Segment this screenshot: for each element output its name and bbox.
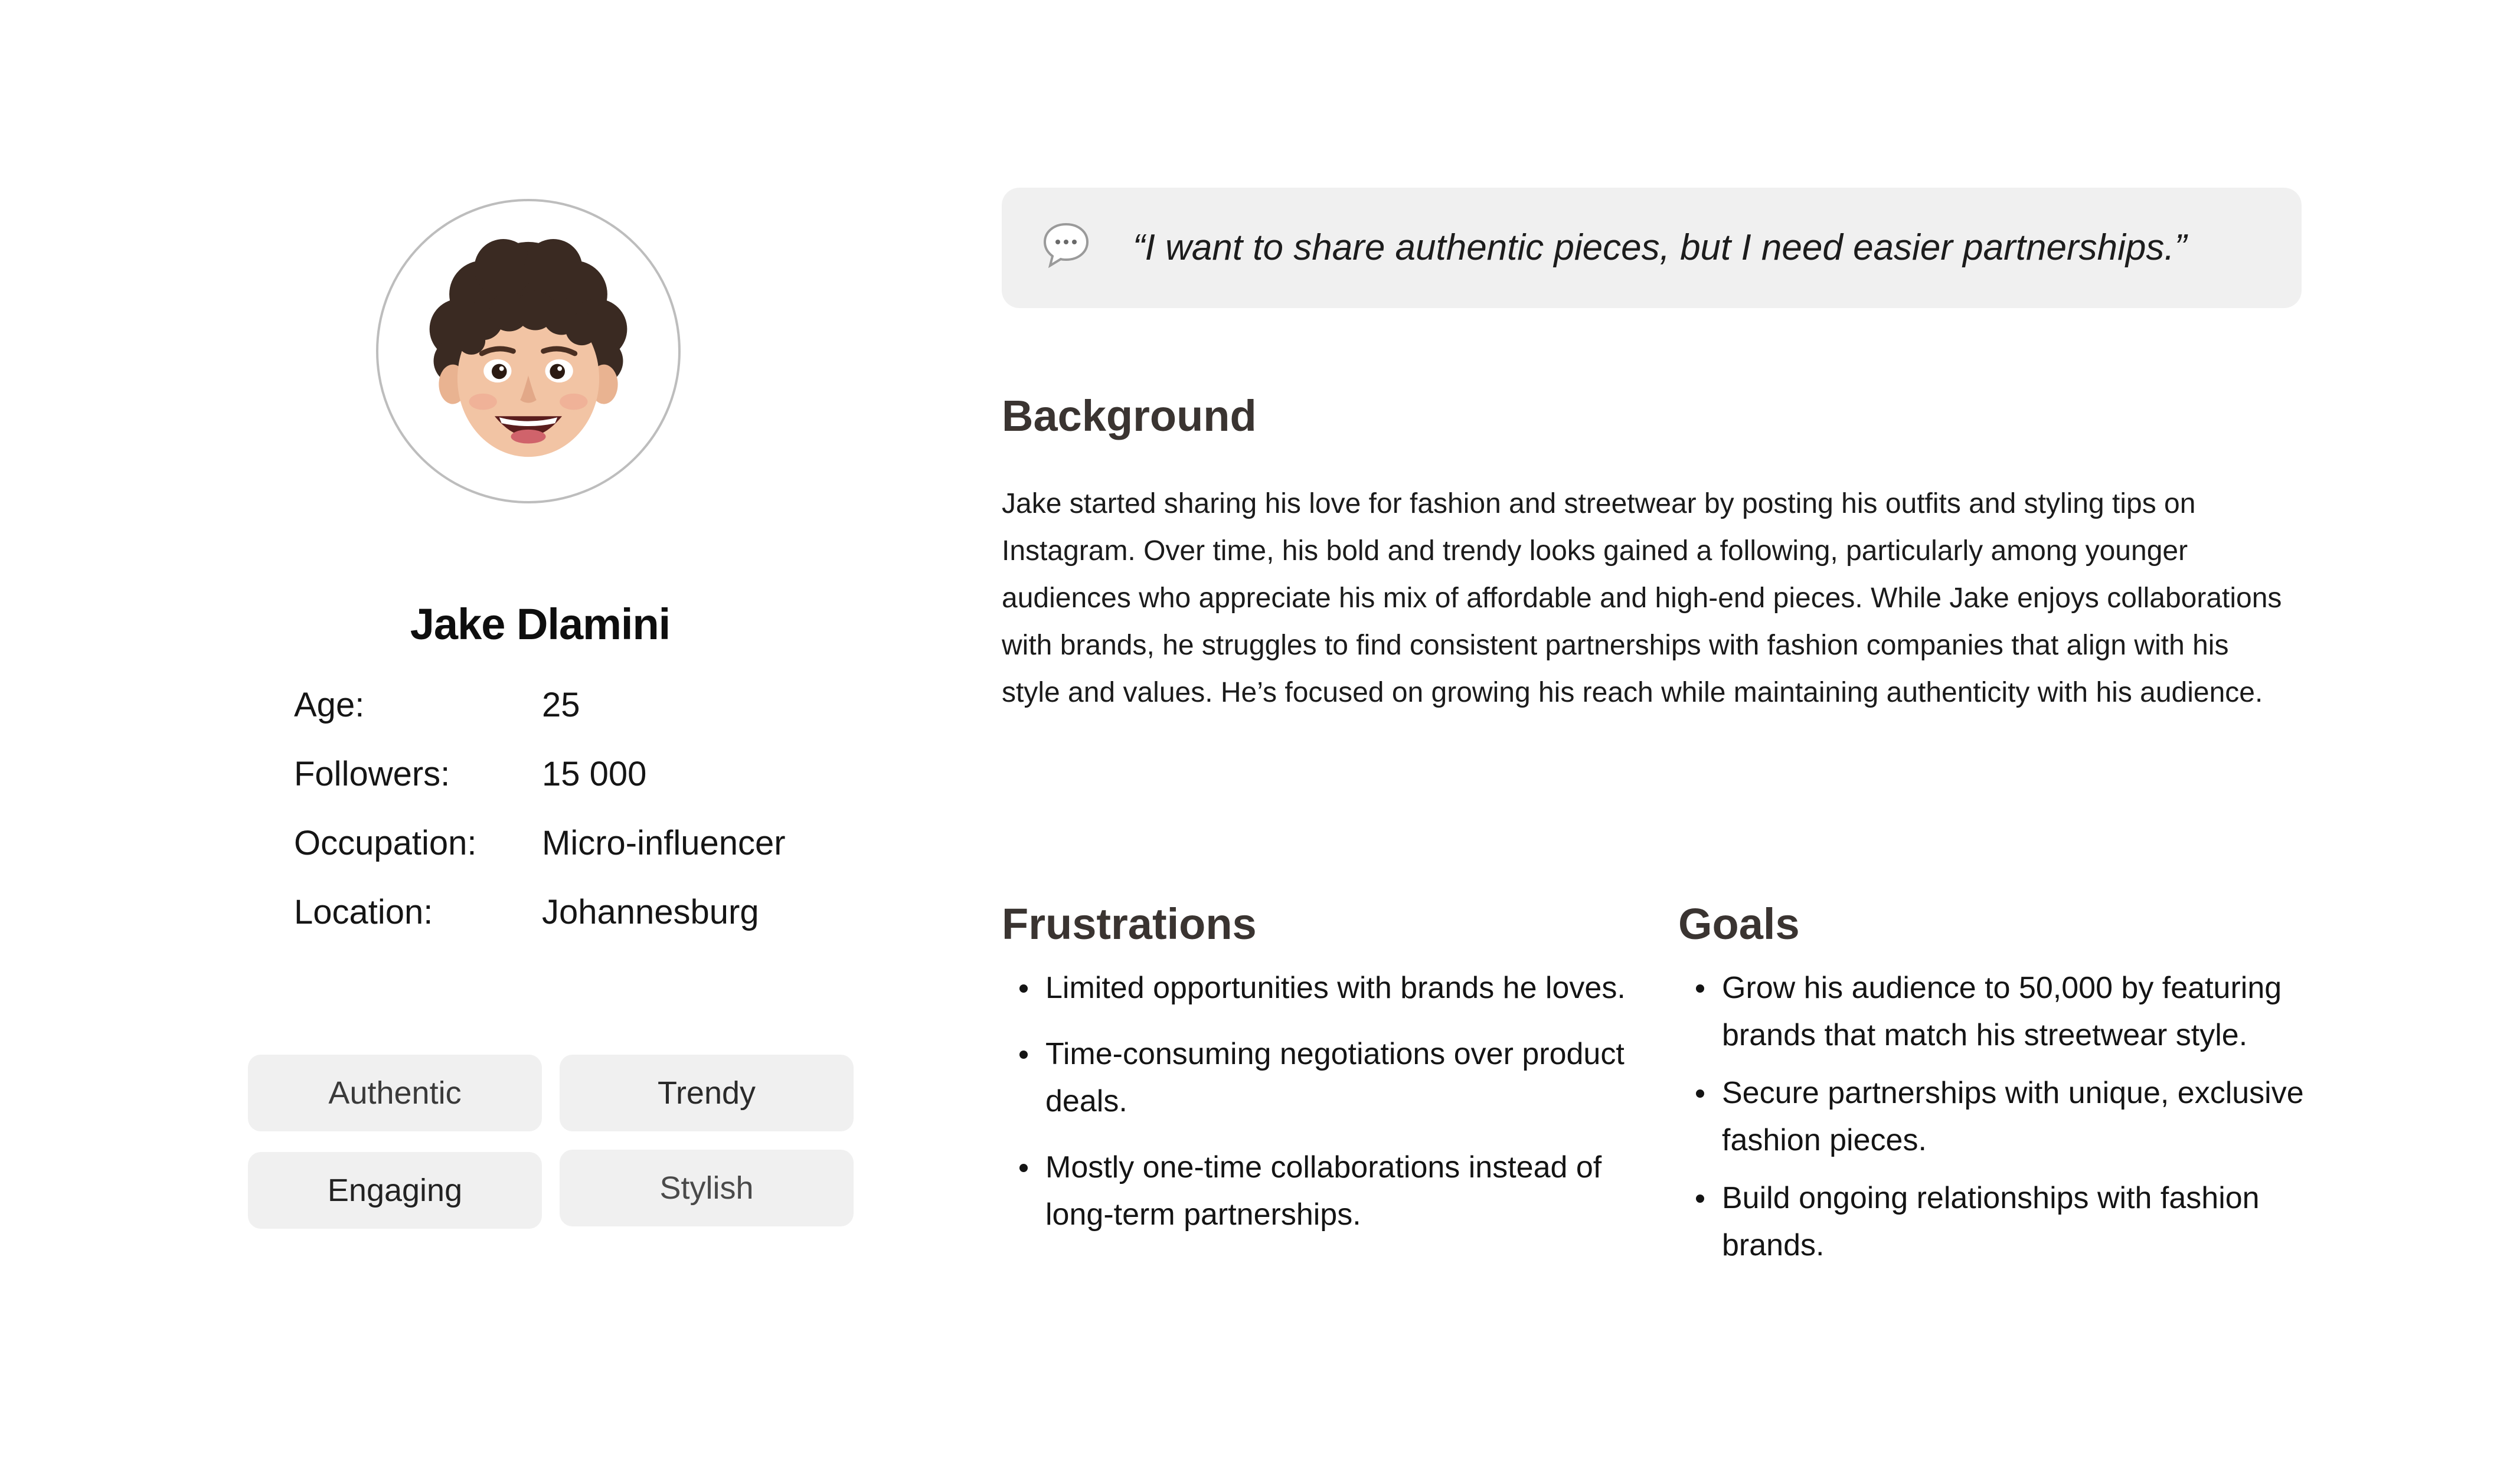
info-label: Followers:	[294, 755, 450, 793]
list-item: Secure partnerships with unique, exclusive fashion pieces.	[1678, 1069, 2316, 1164]
goals-heading: Goals	[1678, 899, 1800, 948]
info-label: Occupation:	[294, 824, 477, 862]
memoji-avatar-icon	[378, 201, 678, 501]
list-item: Mostly one-time collaborations instead of long-term partnerships.	[1002, 1144, 1639, 1238]
info-value: Johannesburg	[542, 893, 759, 931]
goals-list	[1678, 964, 2316, 1280]
list-item: Grow his audience to 50,000 by featuring brands that match his streetwear style.	[1678, 964, 2316, 1059]
avatar	[376, 199, 681, 503]
trait-tag-engaging: Engaging	[248, 1152, 542, 1229]
frustrations-heading: Frustrations	[1002, 899, 1257, 948]
trait-tag-authentic: Authentic	[248, 1055, 542, 1131]
trait-tag-stylish: Stylish	[560, 1150, 854, 1226]
info-label: Location:	[294, 893, 433, 931]
persona-name: Jake Dlamini	[410, 600, 671, 649]
info-value: 15 000	[542, 755, 647, 793]
speech-bubble-icon	[1042, 221, 1090, 269]
info-value: Micro-influencer	[542, 824, 786, 862]
quote-box	[1002, 188, 2302, 308]
info-label: Age:	[294, 686, 365, 724]
trait-tag-trendy: Trendy	[560, 1055, 854, 1131]
background-heading: Background	[1002, 391, 1257, 440]
list-item: Time-consuming negotiations over product deals.	[1002, 1030, 1639, 1125]
info-value: 25	[542, 686, 580, 724]
quote-text: “I want to share authentic pieces, but I need easier partnerships.”	[1133, 227, 2187, 268]
list-item: Build ongoing relationships with fashion brands.	[1678, 1174, 2316, 1269]
background-text: Jake started sharing his love for fashion and streetwear by posting his outfits and styling tips on Instagram. Over time, his bold and trendy looks gained a following, particularly among younger audiences who appreciate his mix of affordable and high-end pieces. While Jake enjoys collaborations with brands, he struggles to find consistent partnerships with fashion companies that align with his style and values. He’s focused on growing his reach while maintaining authenticity with his audience.	[1002, 488, 2282, 708]
list-item: Limited opportunities with brands he loves.	[1002, 964, 1639, 1012]
frustrations-list	[1002, 964, 1639, 1257]
